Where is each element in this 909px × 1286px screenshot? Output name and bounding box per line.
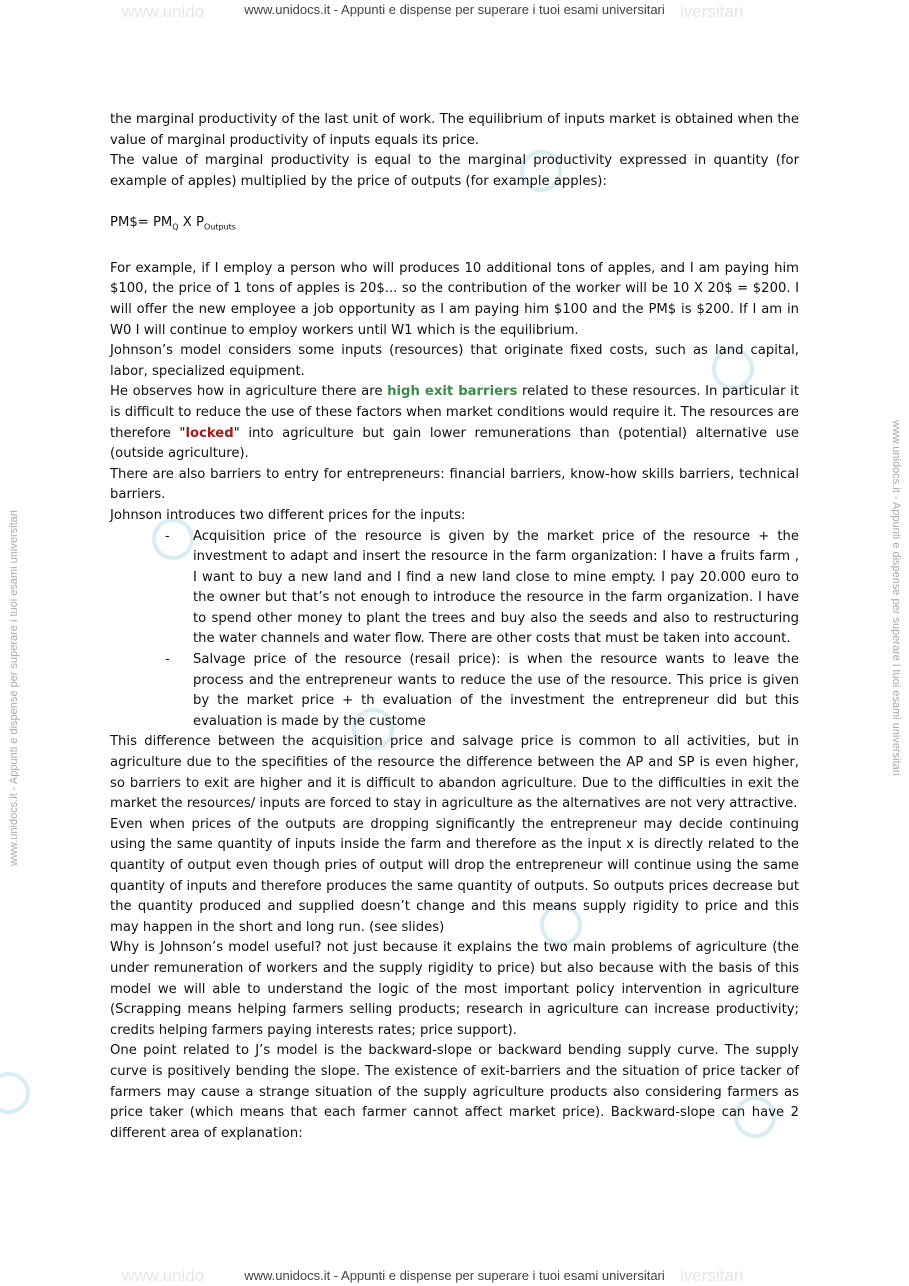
page-footer-link[interactable]: www.unidocs.it - Appunti e dispense per superare i tuoi esami universitari <box>244 1268 665 1283</box>
watermark-ghost-text: iversitari <box>680 1266 744 1285</box>
watermark-logo-icon <box>0 1072 30 1114</box>
paragraph: For example, if I employ a person who will produces 10 additional tons of apples, and I am paying him $100, the price of 1 tons of apples is 20$... so the contribution of the worker will be 10 X 20$ = $200. I will offer the new employee a job opportunity as I am paying him $100 and the PM$ is $200. If I am in W0 I will continue to employ workers until W1 which is the equilibrium. <box>110 260 799 338</box>
list-item: - Acquisition price of the resource is given by the market price of the resource + the investment to adapt and insert the resource in the farm organization: I have a fruits farm , I want to buy a new land and I find a new land close to mine empty. I pay 20.000 euro to the owner but that’s not enough to introduce the resource in the farm organization. I have to spend other money to plant the trees and buy also the seeds and also to restructuring the water channels and water flow. There are other costs that must be taken into account. <box>193 527 799 651</box>
highlight-green: high exit barriers <box>387 384 518 400</box>
document-body <box>110 110 799 1144</box>
paragraph: One point related to J’s model is the backward-slope or backward bending supply curve. The supply curve is positively bending the slope. The existence of exit-barriers and the situation of price tacker of farmers may cause a strange situation of the supply agriculture products also considering farmers as price taker (which means that each farmer cannot affect market price). Backward-slope can have 2 different area of explanation: <box>110 1043 799 1141</box>
watermark-ghost-text: www.unido <box>122 1266 205 1285</box>
paragraph: the marginal productivity of the last unit of work. The equilibrium of inputs market is obtained when the value of marginal productivity of inputs equals its price. <box>110 112 799 148</box>
paragraph: Johnson introduces two different prices for the inputs: <box>110 507 466 523</box>
watermark-ghost-text: www.unido <box>122 2 205 21</box>
watermark-side-text: www.unidocs.it - Appunti e dispense per superare i tuoi esami universitari <box>8 510 20 866</box>
list-item: - Salvage price of the resource (resail price): is when the resource wants to leave the process and the entrepreneur wants to reduce the use of the resource. This price is given by the market price + th evaluation of the investment the entrepreneur did but this evaluation is made by the custome <box>193 650 799 732</box>
page-header-link[interactable]: www.unidocs.it - Appunti e dispense per superare i tuoi esami universitari <box>244 2 665 17</box>
paragraph: Johnson’s model considers some inputs (resources) that originate fixed costs, such as land capital, labor, specialized equipment. <box>110 343 799 379</box>
highlight-red: locked <box>185 425 234 441</box>
paragraph: There are also barriers to entry for entrepreneurs: financial barriers, know-how skills barriers, technical barriers. <box>110 466 799 503</box>
paragraph: This difference between the acquisition price and salvage price is common to all activities, but in agriculture due to the specifities of the resource the difference between the AP and SP is even higher, so barriers to exit are higher and it is difficult to abandon agriculture. Due to the difficulties in exit the market the resources/ inputs are forced to stay in agriculture as the alternatives are not very attractive. <box>110 734 799 812</box>
watermark-side-text: www.unidocs.it - Appunti e dispense per superare i tuoi esami universitari <box>890 420 902 776</box>
paragraph: The value of marginal productivity is equal to the marginal productivity expressed in quantity (for example of apples) multiplied by the price of outputs (for example apples): <box>110 153 799 189</box>
paragraph: Even when prices of the outputs are dropping significantly the entrepreneur may decide continuing using the same quantity of inputs inside the farm and therefore as the input x is directly related to the quantity of output even though pries of output will drop the entrepreneur will continue using the same quantity of inputs and therefore produces the same quantity of outputs. So outputs prices decrease but the quantity produced and supplied doesn’t change and this means supply rigidity to price and this may happen in the short and long run. (see slides) <box>110 816 799 935</box>
dash-list <box>110 527 799 733</box>
formula: PM$= $PM_Q$ X $P_{Outputs}$ <box>110 214 236 232</box>
paragraph: Why is Johnson’s model useful? not just because it explains the two main problems of agriculture (the under remuneration of workers and the supply rigidity to price) but also because with the basis of this model we will able to understand the logic of the most important policy intervention in agriculture (Scrapping means helping farmers selling products; research in agriculture can increase productivity; credits helping farmers paying interests rates; price support). <box>110 940 799 1038</box>
watermark-ghost-text: iversitari <box>680 2 744 21</box>
paragraph: He observes how in agriculture there are high exit barriers related to these resources. In particular it is difficult to reduce the use of these factors when market conditions would require it. The resources are therefore "locked" into agriculture but gain lower remunerations than (potential) alternative use (outside agriculture). <box>110 384 800 462</box>
